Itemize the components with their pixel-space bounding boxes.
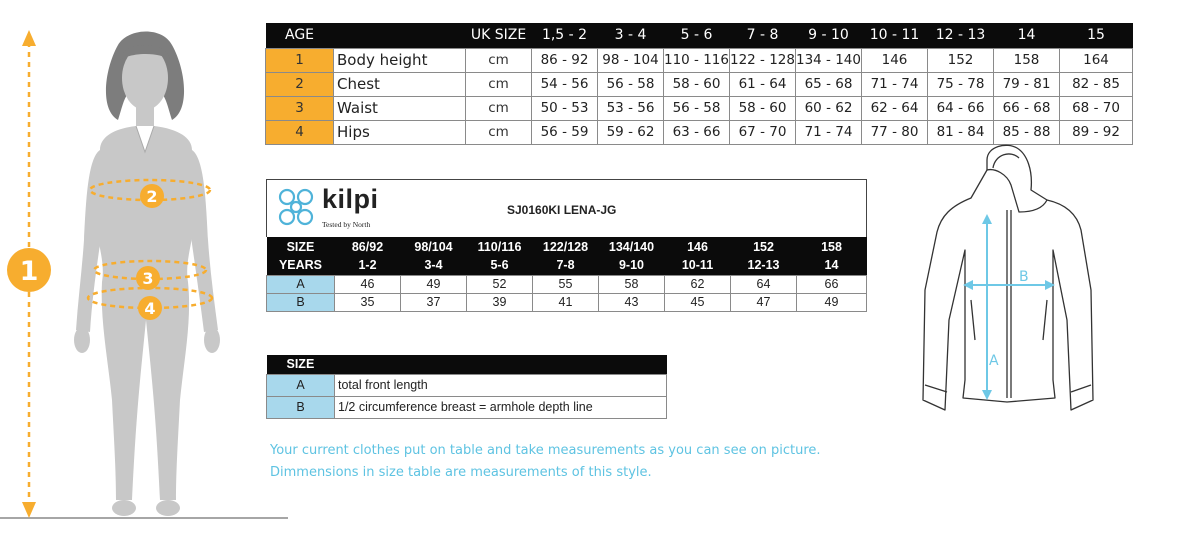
marker-3: 3 [142,269,154,288]
measure-unit: cm [466,96,532,120]
row-number: 3 [266,96,334,120]
age-col: 14 [994,23,1060,48]
kilpi-data-row [267,275,867,293]
measure-value: 58 - 60 [730,96,796,120]
kilpi-value: 37 [401,293,467,311]
measure-value: 75 - 78 [928,72,994,96]
measure-value: 56 - 58 [598,72,664,96]
measure-value: 67 - 70 [730,120,796,144]
kilpi-value: 55 [533,275,599,293]
kilpi-row-letter: A [267,275,335,293]
measure-value: 164 [1060,48,1133,72]
kilpi-value: 41 [533,293,599,311]
legend-header: SIZE [267,355,667,374]
measure-value: 56 - 58 [664,96,730,120]
size-col: 134/140 [599,237,665,256]
kilpi-value: 62 [665,275,731,293]
age-col: 15 [1060,23,1133,48]
brand-row [267,180,867,238]
measure-unit: cm [466,72,532,96]
measure-value: 61 - 64 [730,72,796,96]
measure-row [266,48,1133,72]
measure-value: 62 - 64 [862,96,928,120]
marker-4: 4 [144,299,156,318]
measure-value: 77 - 80 [862,120,928,144]
measurement-instructions [270,440,821,484]
instruction-line-1: Your current clothes put on table and take measurements as you can see on picture. [270,443,821,458]
measure-value: 59 - 62 [598,120,664,144]
measure-value: 50 - 53 [532,96,598,120]
kilpi-value: 39 [467,293,533,311]
measure-value: 85 - 88 [994,120,1060,144]
age-col: 3 - 4 [598,23,664,48]
size-col: 146 [665,237,731,256]
kilpi-row-letter: B [267,293,335,311]
size-col: 86/92 [335,237,401,256]
measure-row [266,96,1133,120]
kilpi-data-row [267,293,867,311]
marker-2: 2 [146,187,158,206]
jacket-label-a: A [989,353,999,369]
measure-unit: cm [466,48,532,72]
jacket-diagram [915,140,1105,425]
measure-value: 110 - 116 [664,48,730,72]
age-col: 12 - 13 [928,23,994,48]
years-header-row [267,256,867,275]
legend-header-row [267,355,667,374]
uk-size-header: UK SIZE [466,23,532,48]
kilpi-value: 35 [335,293,401,311]
kilpi-value: 64 [731,275,797,293]
size-col: 122/128 [533,237,599,256]
neck [136,104,154,126]
size-col: 158 [797,237,867,256]
legend-letter: A [267,374,335,396]
height-arrow-bottom [22,502,36,518]
years-col: 1-2 [335,256,401,275]
age-col: 1,5 - 2 [532,23,598,48]
kilpi-value: 45 [665,293,731,311]
years-col: 5-6 [467,256,533,275]
measure-value: 64 - 66 [928,96,994,120]
measure-value: 79 - 81 [994,72,1060,96]
measure-name: Hips [334,120,466,144]
size-label: SIZE [267,237,335,256]
brand-name: kilpi [322,184,379,214]
measure-name: Body height [334,48,466,72]
kilpi-value: 49 [401,275,467,293]
measure-name: Chest [334,72,466,96]
years-label: YEARS [267,256,335,275]
size-col: 110/116 [467,237,533,256]
age-header: AGE [266,23,334,48]
measure-value: 82 - 85 [1060,72,1133,96]
age-col: 10 - 11 [862,23,928,48]
measure-value: 152 [928,48,994,72]
marker-1: 1 [19,256,39,287]
measure-value: 134 - 140 [796,48,862,72]
size-col: 98/104 [401,237,467,256]
years-col: 12-13 [731,256,797,275]
kilpi-logo-icon [273,186,319,228]
measure-value: 81 - 84 [928,120,994,144]
row-number: 4 [266,120,334,144]
size-legend-table [266,355,667,419]
legend-row [267,396,667,418]
age-header-row [266,23,1133,48]
instruction-line-2: Dimmensions in size table are measurements of this style. [270,465,652,480]
measure-value: 53 - 56 [598,96,664,120]
measure-value: 146 [862,48,928,72]
measure-value: 86 - 92 [532,48,598,72]
measure-value: 122 - 128 [730,48,796,72]
left-arm [76,150,104,332]
kilpi-value: 52 [467,275,533,293]
size-col: 152 [731,237,797,256]
measure-value: 71 - 74 [862,72,928,96]
age-size-table [265,23,1133,145]
years-col: 14 [797,256,867,275]
blank-header [334,23,466,48]
body-measurement-figure [0,0,300,540]
jacket-label-b: B [1019,269,1029,285]
measure-value: 54 - 56 [532,72,598,96]
row-number: 2 [266,72,334,96]
measure-value: 71 - 74 [796,120,862,144]
kilpi-size-table [266,179,867,312]
kilpi-value: 46 [335,275,401,293]
measure-value: 98 - 104 [598,48,664,72]
row-number: 1 [266,48,334,72]
legend-desc: total front length [335,374,667,396]
style-code: SJ0160KI LENA-JG [507,203,617,217]
kilpi-value: 58 [599,275,665,293]
measure-name: Waist [334,96,466,120]
measure-value: 65 - 68 [796,72,862,96]
kilpi-value: 66 [797,275,867,293]
legend-letter: B [267,396,335,418]
legend-row [267,374,667,396]
brand-tagline: Tested by North [322,220,371,229]
years-col: 9-10 [599,256,665,275]
kilpi-value: 47 [731,293,797,311]
measure-value: 89 - 92 [1060,120,1133,144]
measure-unit: cm [466,120,532,144]
age-col: 9 - 10 [796,23,862,48]
measure-value: 158 [994,48,1060,72]
measure-value: 66 - 68 [994,96,1060,120]
kilpi-value: 43 [599,293,665,311]
measure-value: 58 - 60 [664,72,730,96]
measure-value: 60 - 62 [796,96,862,120]
height-arrow-top [22,30,36,46]
measure-value: 56 - 59 [532,120,598,144]
years-col: 10-11 [665,256,731,275]
years-col: 3-4 [401,256,467,275]
measure-row [266,72,1133,96]
age-col: 5 - 6 [664,23,730,48]
measure-value: 63 - 66 [664,120,730,144]
size-header-row [267,237,867,256]
measure-value: 68 - 70 [1060,96,1133,120]
legend-desc: 1/2 circumference breast = armhole depth line [335,396,667,418]
years-col: 7-8 [533,256,599,275]
age-col: 7 - 8 [730,23,796,48]
kilpi-value: 49 [797,293,867,311]
